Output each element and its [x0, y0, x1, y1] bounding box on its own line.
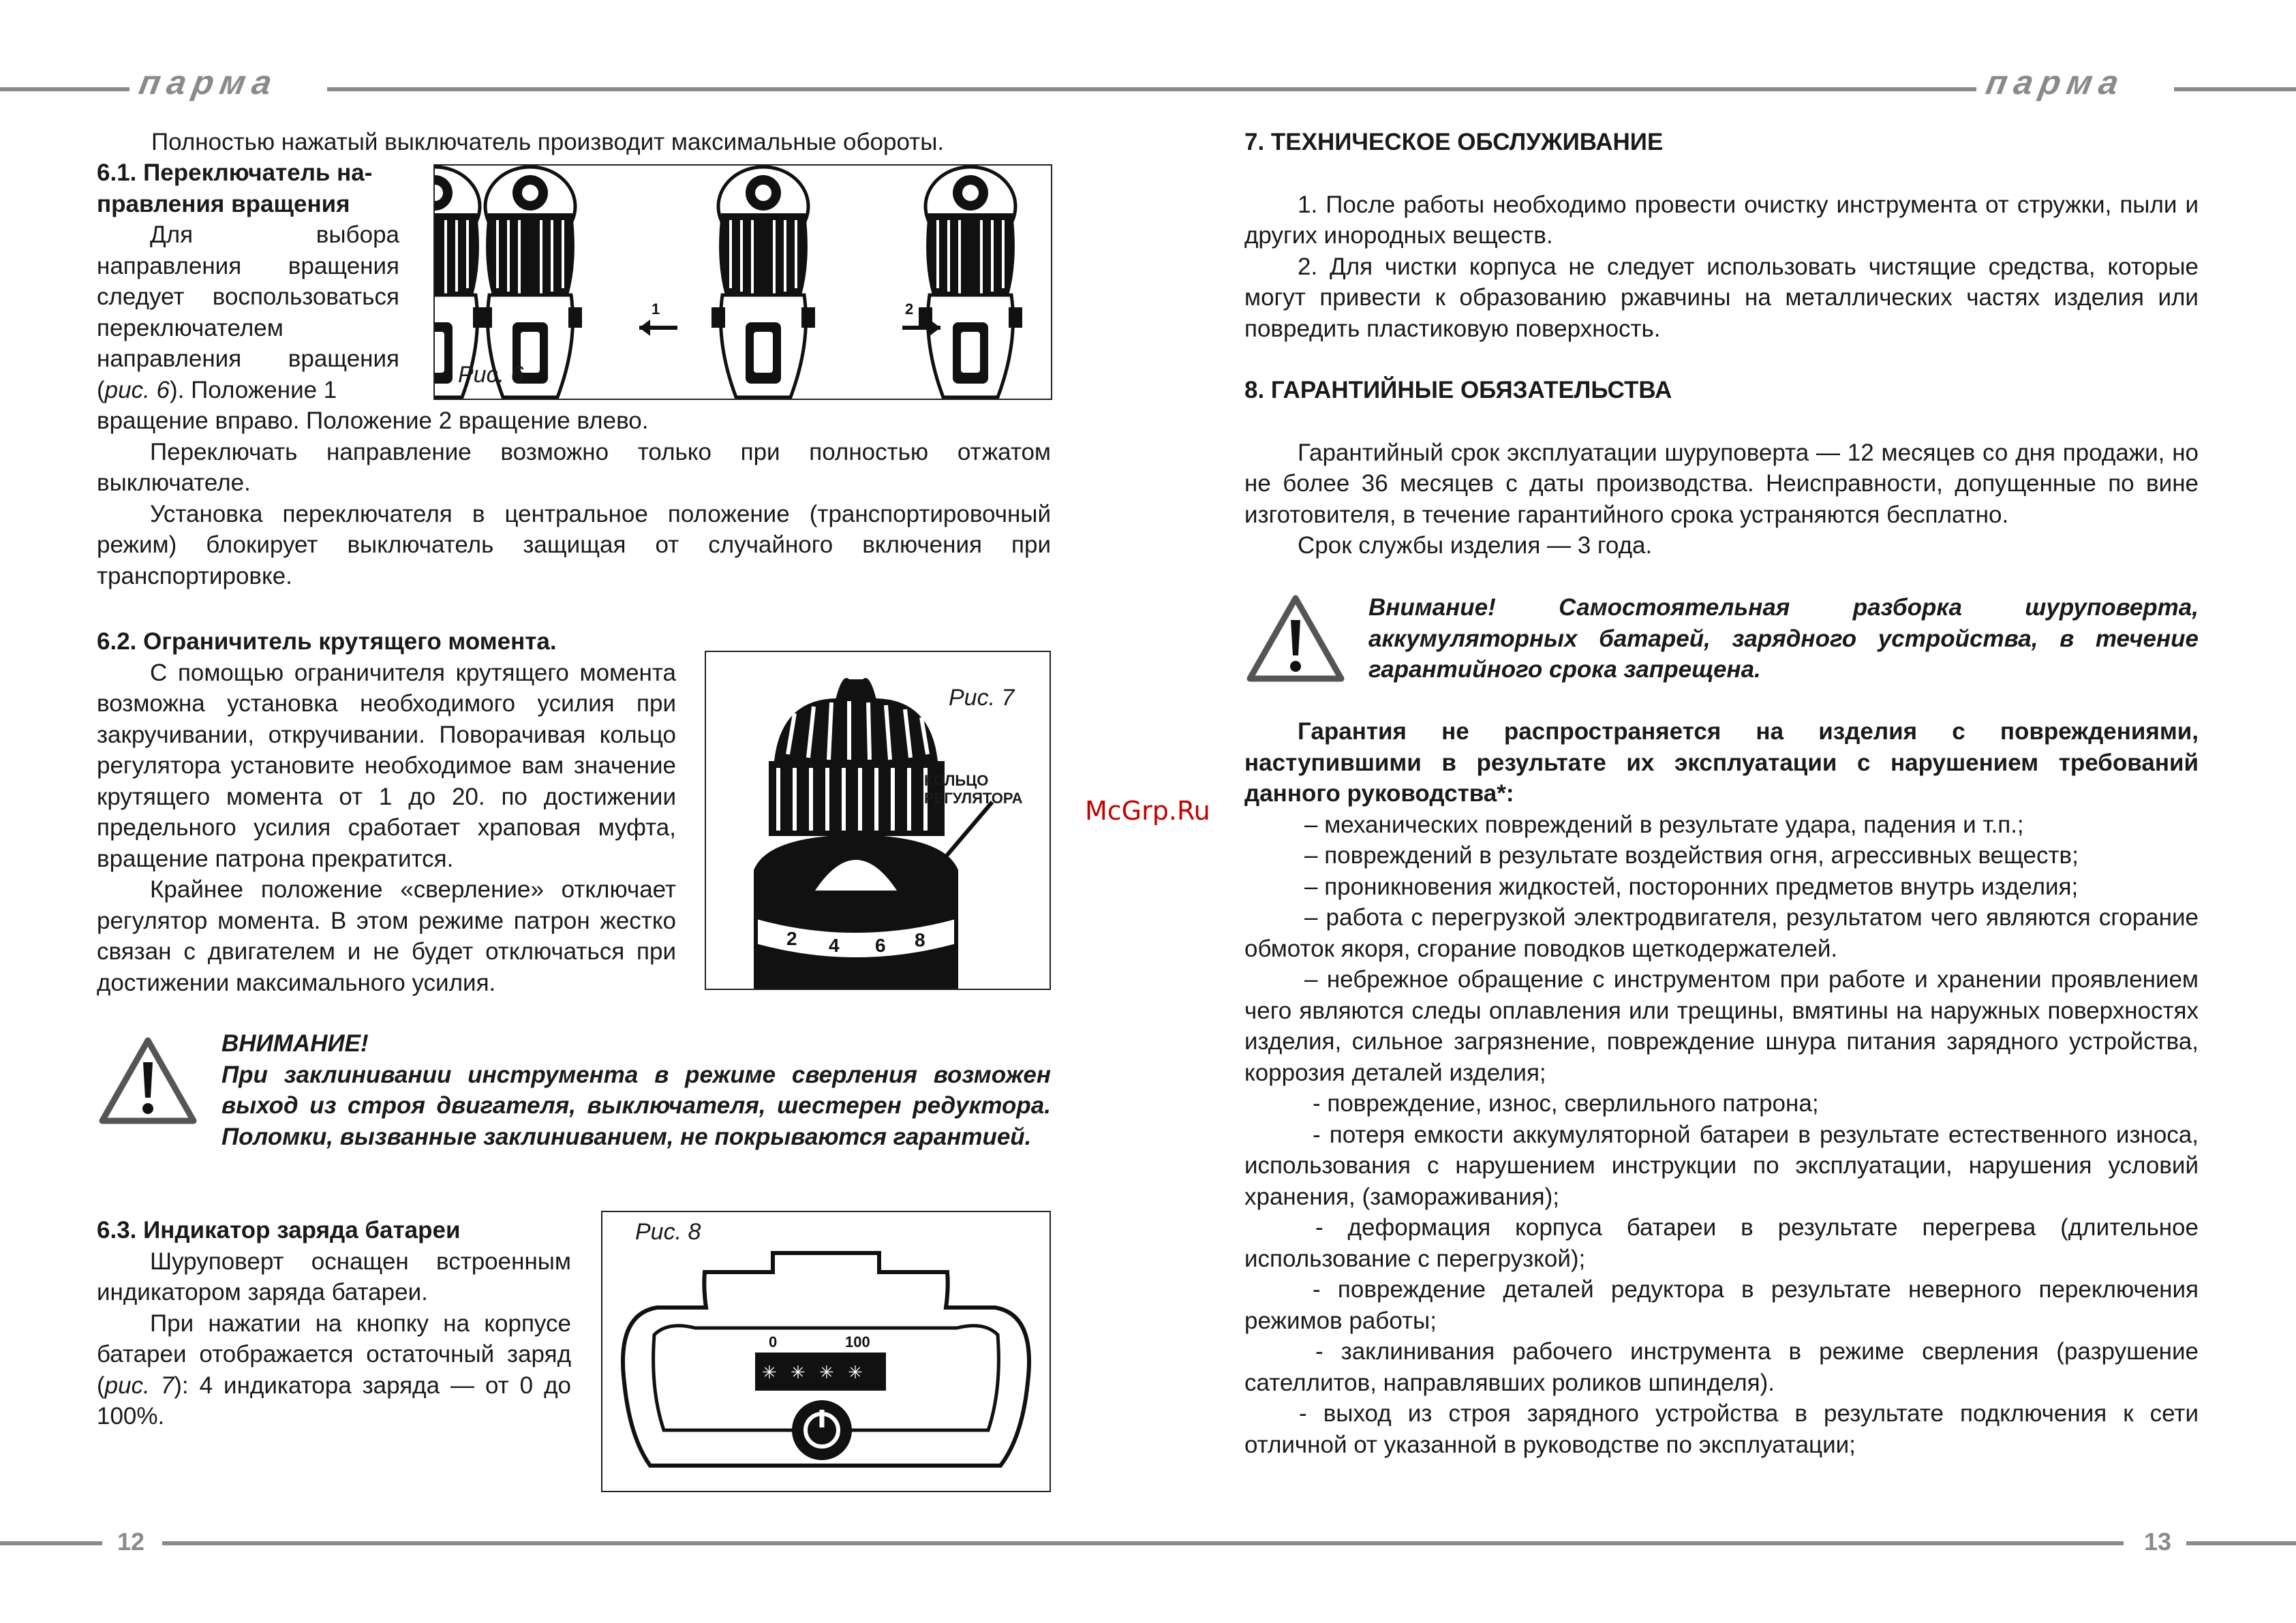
brand-logo-right: парма	[1983, 63, 2128, 102]
battery-illustration-fig8	[602, 1212, 1050, 1491]
section-6-1-para1: Для выбора направления вращения следует воспользоваться переключателем направления вращения (рис. 6). Положение 1	[97, 221, 399, 403]
section-7-para1: 1. После работы необходимо провести очистку инструмента от стружки, пыли и других инородных веществ.	[1244, 191, 2199, 249]
charge-label-0: 0	[769, 1333, 778, 1350]
section-6-3	[97, 1215, 571, 1432]
list-item: - потеря емкости аккумуляторной батареи в результате естественного износа, использования с нарушением инструкции по эксплуатации, нарушения условий хранения, (замораживания);	[1244, 1121, 2199, 1210]
section-6-1-wide	[97, 405, 1051, 591]
warning-triangle-icon-right	[1244, 593, 1347, 684]
section-6-3-para1: Шуруповерт оснащен встроенным индикатором заряда батареи.	[97, 1248, 571, 1305]
list-item: – механических повреждений в результате удара, падения и т.п.;	[1304, 811, 2024, 838]
list-item: - деформация корпуса батареи в результате перегрева (длительное использование с перегрузкой);	[1244, 1214, 2199, 1272]
section-6-2	[97, 626, 676, 998]
list-item: – небрежное обращение с инструментом при работе и хранении проявлением чего являются следы оплавления или трещины, вмятины на наружных поверхностях изделия, сильное загрязнение, повреждение шнура питания зарядного устройства, коррозия деталей изделия;	[1244, 966, 2199, 1086]
header-rule-right	[2174, 87, 2296, 91]
warning-block-left	[221, 1028, 1051, 1152]
list-item: - заклинивания рабочего инструмента в режиме сверления (разрушение сателлитов, направлявших роликов шпинделя).	[1244, 1338, 2199, 1396]
figure-7-caption: Рис. 7	[949, 685, 1015, 711]
arrow-label-1: 1	[652, 300, 660, 318]
intro-text: Полностью нажатый выключатель производит максимальные обороты.	[151, 129, 945, 155]
arrow-label-2: 2	[905, 300, 914, 318]
charge-label-100: 100	[845, 1333, 870, 1350]
warning-title: ВНИМАНИЕ!	[221, 1030, 369, 1057]
watermark: McGrp.Ru	[1085, 796, 1210, 826]
warranty-warning: Внимание! Самостоятельная разборка шуруповерта, аккумуляторных батарей, зарядного устройства, в течение гарантийного срока запрещена.	[1368, 594, 2199, 683]
section-6-3-para2: При нажатии на кнопку на корпусе батареи отображается остаточный заряд (рис. 7): 4 индикатора заряда — от 0 до 100%.	[97, 1310, 571, 1429]
section-7-title: 7. ТЕХНИЧЕСКОЕ ОБСЛУЖИВАНИЕ	[1244, 129, 1664, 155]
section-8-para1: Гарантийный срок эксплуатации шуруповерта — 12 месяцев со дня продажи, но не более 36 месяцев с даты производства. Неисправности, допущенные по вине изготовителя, в течение гарантийного срока устраняются бесплатно.	[1244, 439, 2199, 528]
section-6-2-para1: С помощью ограничителя крутящего момента возможна установка необходимого усилия при закручивании, откручивании. Поворачивая кольцо регулятора установите необходимое вам значение крутящего момента от 1 до 20. по достижении предельного усилия сработает храповая муфта, вращение патрона прекратится.	[97, 659, 676, 872]
regulator-ring-label	[924, 772, 1023, 807]
section-6-3-title: 6.3. Индикатор заряда батареи	[97, 1217, 461, 1243]
section-8-title: 8. ГАРАНТИЙНЫЕ ОБЯЗАТЕЛЬСТВА	[1244, 377, 1672, 403]
figure-8	[601, 1211, 1051, 1492]
warning-text: При заклинивании инструмента в режиме сверления возможен выход из строя двигателя, выключателя, шестерен редуктора. Поломки, вызванные заклиниванием, не покрываются гарантией.	[221, 1061, 1051, 1150]
list-item: – повреждений в результате воздействия огня, агрессивных веществ;	[1304, 842, 2079, 869]
drill-illustration-fig6	[435, 166, 1051, 399]
list-item: – проникновения жидкостей, посторонних предметов внутрь изделия;	[1304, 873, 2079, 900]
section-6-1-para3: Установка переключателя в центральное положение (транспортировочный режим) блокирует выключатель защищая от случайного включения при транспортировке.	[97, 500, 1051, 589]
section-6-2-title: 6.2. Ограничитель крутящего момента.	[97, 628, 557, 655]
section-6-1-para1-cont: вращение вправо. Положение 2 вращение влево.	[97, 407, 649, 434]
section-7-para2: 2. Для чистки корпуса не следует использовать чистящие средства, которые могут привести к образованию ржавчины на металлических частях изделия или повредить пластиковую поверхность.	[1244, 253, 2199, 342]
regulator-label-line1: КОЛЬЦО	[924, 772, 989, 789]
ring-tick-4: 4	[829, 935, 840, 956]
warranty-exclusions	[1244, 716, 2199, 1460]
page-number-left: 12	[117, 1528, 145, 1556]
svg-text:✳: ✳	[791, 1363, 806, 1383]
section-6-1-title-2: правления вращения	[97, 190, 350, 217]
section-6-2-para2: Крайнее положение «сверление» отключает регулятор момента. В этом режиме патрон жестко связан с двигателем и не будет отключаться при достижении максимального усилия.	[97, 876, 676, 996]
ring-tick-8: 8	[915, 929, 925, 950]
section-6-1-para2: Переключать направление возможно только при полностью отжатом выключателе.	[97, 438, 1051, 496]
figure-6	[433, 164, 1052, 400]
figure-6-caption: Рис. 6	[458, 362, 524, 388]
figure-7	[705, 651, 1051, 990]
svg-text:✳: ✳	[762, 1363, 777, 1383]
list-item: – работа с перегрузкой электродвигателя, результатом чего являются сгорание обмоток якоря, сгорание поводков щеткодержателей.	[1244, 904, 2199, 962]
exclusion-list	[1244, 809, 2199, 1461]
footer-rule-center	[162, 1541, 2124, 1545]
brand-logo-left: парма	[136, 63, 281, 102]
section-6-1-title-1: 6.1. Переключатель на-	[97, 159, 373, 186]
header-rule-left	[0, 87, 129, 91]
page-number-right: 13	[2144, 1528, 2172, 1556]
svg-text:✳: ✳	[819, 1363, 834, 1383]
list-item: - повреждение деталей редуктора в результате неверного переключения режимов работы;	[1244, 1276, 2199, 1334]
section-6-1-narrow	[97, 157, 399, 405]
section-7	[1244, 127, 2199, 344]
ring-tick-6: 6	[875, 935, 886, 956]
list-item: - повреждение, износ, сверлильного патрона;	[1313, 1090, 1819, 1117]
section-8	[1244, 375, 2199, 561]
list-item: - выход из строя зарядного устройства в результате подключения к сети отличной от указанной в руководстве по эксплуатации;	[1244, 1400, 2199, 1458]
figure-8-caption: Рис. 8	[635, 1219, 701, 1245]
footer-rule-left	[0, 1541, 102, 1545]
header-rule-center	[327, 87, 1976, 91]
section-8-para2: Срок службы изделия — 3 года.	[1298, 532, 1653, 559]
ring-tick-2: 2	[786, 928, 797, 949]
regulator-label-line2: РЕГУЛЯТОРА	[924, 790, 1023, 807]
warranty-bold-para: Гарантия не распространяется на изделия с повреждениями, наступившими в результате их эксплуатации с нарушением требований данного руководства*:	[1244, 718, 2199, 807]
footer-rule-right	[2186, 1541, 2296, 1545]
warning-triangle-icon	[97, 1035, 199, 1126]
svg-text:✳: ✳	[848, 1363, 863, 1383]
